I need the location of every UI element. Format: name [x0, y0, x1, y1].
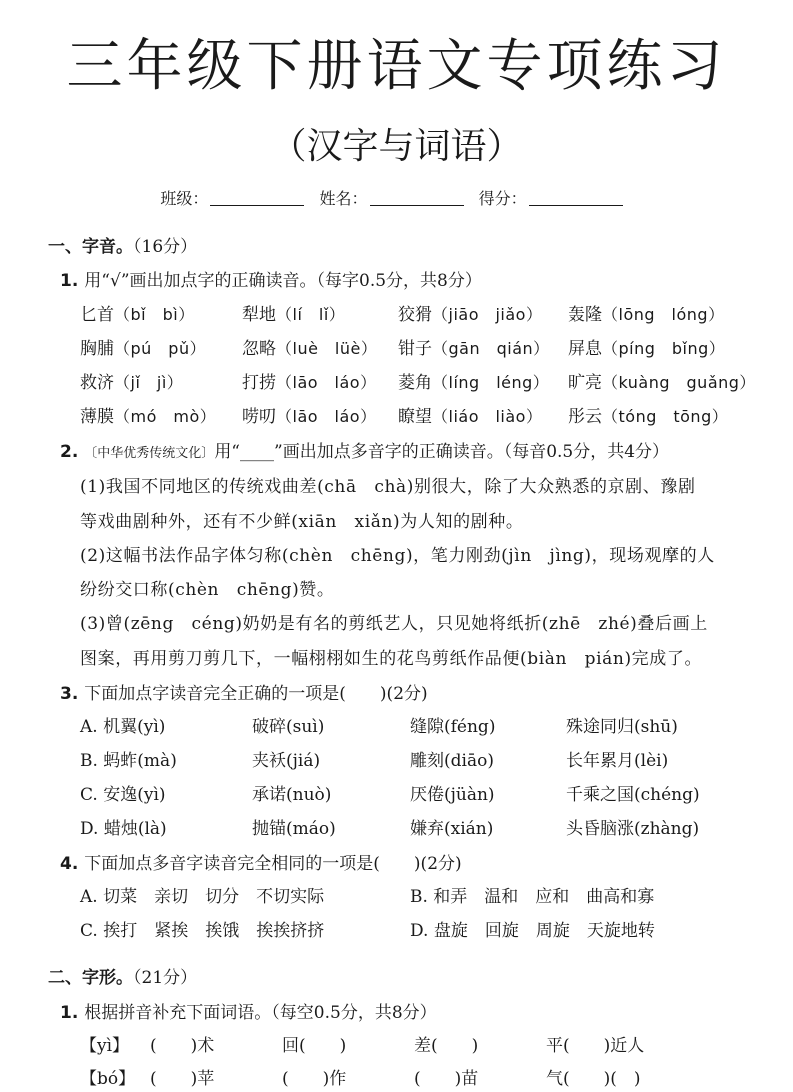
pinyin-choices[interactable]: （lí lǐ） — [276, 305, 346, 324]
option-item: 破碎(suì) — [252, 717, 325, 737]
pinyin-item — [398, 300, 542, 325]
pinyin-item — [398, 368, 549, 393]
class-label: 班级： — [160, 189, 209, 208]
pinyin-item — [568, 402, 728, 427]
pinyin-choices[interactable]: （jǐ jì） — [114, 373, 184, 392]
option-label-item: B. 蚂蚱(mà) — [80, 751, 177, 771]
q2-line: 等戏曲剧种外，还有不少鲜(xiān xiǎn)为人知的剧种。 — [80, 512, 524, 532]
option-item: C. 挨打 紧挨 挨饿 挨挨挤挤 — [80, 921, 325, 941]
pinyin-item — [568, 300, 725, 325]
option-item: 夹袄(jiá) — [252, 751, 321, 771]
q3-row — [0, 780, 793, 808]
word: 救济 — [80, 373, 114, 393]
question-text: 根据拼音补充下面词语。（每空0.5分，共8分） — [84, 1003, 437, 1023]
option-item: B. 和弄 温和 应和 曲高和寡 — [410, 887, 655, 907]
q4-row — [0, 916, 793, 944]
q1-row — [0, 334, 793, 362]
word: 犁地 — [242, 305, 276, 325]
word: 菱角 — [398, 373, 432, 393]
option-item: 头昏脑涨(zhàng) — [566, 819, 700, 839]
pinyin-choices[interactable]: （bǐ bì） — [114, 305, 195, 324]
word: 薄膜 — [80, 407, 114, 427]
option-item: 缝隙(féng) — [410, 717, 496, 737]
option-label-item: A. 机翼(yì) — [80, 717, 166, 737]
pinyin-choices[interactable]: （líng léng） — [432, 373, 550, 392]
question-1-4 — [60, 849, 462, 877]
question-number: 3. — [60, 684, 79, 704]
pinyin-item — [80, 402, 216, 427]
pinyin-choices[interactable]: （luè lüè） — [276, 339, 378, 358]
section-2-title: 二、字形。 — [48, 968, 133, 988]
word: 瞭望 — [398, 407, 432, 427]
question-number: 4. — [60, 854, 79, 874]
page-title: 三年级下册语文专项练习 — [66, 34, 727, 99]
word: 狡猾 — [398, 305, 432, 325]
page-subtitle: （汉字与词语） — [270, 126, 523, 167]
option-item: D. 盘旋 回旋 周旋 天旋地转 — [410, 921, 655, 941]
culture-tag: 〔中华优秀传统文化〕 — [84, 446, 215, 461]
question-text: 用“√”画出加点字的正确读音。（每字0.5分，共8分） — [84, 271, 482, 291]
pinyin-item — [568, 368, 756, 393]
pinyin-key: 【yì】 — [80, 1036, 130, 1056]
q3-row — [0, 746, 793, 774]
pinyin-choices[interactable]: （lōng lóng） — [602, 305, 725, 324]
option-item: 抛锚(máo) — [252, 819, 336, 839]
pinyin-choices[interactable]: （lāo láo） — [276, 373, 377, 392]
section-1-points: （16分） — [133, 237, 198, 257]
option-item: 承诺(nuò) — [252, 785, 332, 805]
q3-row — [0, 712, 793, 740]
pinyin-choices[interactable]: （mó mò） — [114, 407, 217, 426]
section-2-heading — [48, 963, 197, 991]
q1-row — [0, 402, 793, 430]
pinyin-key: 【bó】 — [80, 1069, 136, 1089]
q2-line: (2)这幅书法作品字体匀称(chèn chēng)，笔力刚劲(jìn jìng)，现场观摩的人 — [80, 546, 715, 566]
word: 钳子 — [398, 339, 432, 359]
section-1-heading — [48, 232, 197, 260]
pinyin-choices[interactable]: （lāo láo） — [276, 407, 377, 426]
word: 忽略 — [242, 339, 276, 359]
fill-in-blank[interactable]: 回( ) — [282, 1036, 347, 1056]
fill-in-row-partial — [0, 1064, 793, 1092]
q4-row — [0, 882, 793, 910]
section-1-title: 一、字音。 — [48, 237, 133, 257]
q2-line: 纷纷交口称(chèn chēng)赞。 — [80, 580, 335, 600]
fill-in-blank[interactable]: ( )苹 — [150, 1069, 215, 1089]
pinyin-choices[interactable]: （gān qián） — [432, 339, 550, 358]
question-text: 用“____”画出加点多音字的正确读音。（每音0.5分，共4分） — [214, 442, 670, 462]
question-number: 2. — [60, 442, 79, 462]
pinyin-item — [80, 334, 206, 359]
q2-line: 图案，再用剪刀剪几下，一幅栩栩如生的花鸟剪纸作品便(biàn pián)完成了。 — [80, 649, 703, 669]
word: 胸脯 — [80, 339, 114, 359]
word: 屏息 — [568, 339, 602, 359]
pinyin-choices[interactable]: （pú pǔ） — [114, 339, 207, 358]
pinyin-item — [242, 334, 377, 359]
pinyin-item — [398, 334, 550, 359]
word: 旷亮 — [568, 373, 602, 393]
score-label: 得分： — [478, 189, 527, 208]
question-1-1 — [60, 266, 482, 294]
word: 彤云 — [568, 407, 602, 427]
pinyin-choices[interactable]: （tóng tōng） — [602, 407, 729, 426]
option-item: 嫌弃(xián) — [410, 819, 494, 839]
q1-row — [0, 300, 793, 328]
fill-in-blank[interactable]: ( )术 — [150, 1036, 215, 1056]
pinyin-item — [242, 402, 377, 427]
option-label-item: C. 安逸(yì) — [80, 785, 166, 805]
fill-in-blank[interactable]: 差( ) — [414, 1036, 479, 1056]
class-blank[interactable] — [210, 190, 304, 206]
fill-in-blank[interactable]: 平( )近人 — [546, 1036, 645, 1056]
option-item: 殊途同归(shū) — [566, 717, 678, 737]
pinyin-item — [398, 402, 542, 427]
fill-in-blank[interactable]: 气( )( ) — [546, 1069, 641, 1089]
pinyin-choices[interactable]: （liáo liào） — [432, 407, 543, 426]
name-label: 姓名： — [319, 189, 368, 208]
pinyin-item — [80, 368, 183, 393]
option-label-item: D. 蜡烛(là) — [80, 819, 167, 839]
question-2-1 — [60, 998, 437, 1026]
question-1-2 — [60, 437, 669, 465]
name-blank[interactable] — [370, 190, 464, 206]
question-1-3 — [60, 679, 428, 707]
option-item: 雕刻(diāo) — [410, 751, 494, 771]
pinyin-choices[interactable]: （kuàng guǎng） — [602, 373, 756, 392]
word: 轰隆 — [568, 305, 602, 325]
word: 打捞 — [242, 373, 276, 393]
word: 匕首 — [80, 305, 114, 325]
pinyin-choices[interactable]: （píng bǐng） — [602, 339, 726, 358]
score-blank[interactable] — [529, 190, 623, 206]
option-item: A. 切菜 亲切 切分 不切实际 — [80, 887, 325, 907]
q2-line: (3)曾(zēng céng)奶奶是有名的剪纸艺人，只见她将纸折(zhē zhé)叠后画上 — [80, 614, 708, 634]
pinyin-item — [568, 334, 725, 359]
fill-in-blank[interactable]: ( )作 — [282, 1069, 347, 1089]
word: 唠叨 — [242, 407, 276, 427]
fill-in-blank[interactable]: ( )苗 — [414, 1069, 479, 1089]
fill-in-row — [0, 1031, 793, 1059]
question-text: 下面加点多音字读音完全相同的一项是( )(2分) — [84, 854, 462, 874]
question-text: 下面加点字读音完全正确的一项是( )(2分) — [84, 684, 428, 704]
q2-line: (1)我国不同地区的传统戏曲差(chā chà)别很大，除了大众熟悉的京剧、豫剧 — [80, 477, 696, 497]
pinyin-item — [80, 300, 195, 325]
q3-row — [0, 814, 793, 842]
option-item: 厌倦(jüàn) — [410, 785, 495, 805]
question-number: 1. — [60, 1003, 79, 1023]
option-item: 千乘之国(chéng) — [566, 785, 700, 805]
pinyin-item — [242, 300, 345, 325]
option-item: 长年累月(lèi) — [566, 751, 669, 771]
q1-row — [0, 368, 793, 396]
section-2-points: （21分） — [133, 968, 198, 988]
question-number: 1. — [60, 271, 79, 291]
pinyin-item — [242, 368, 377, 393]
student-info-line — [0, 186, 793, 209]
pinyin-choices[interactable]: （jiāo jiǎo） — [432, 305, 543, 324]
